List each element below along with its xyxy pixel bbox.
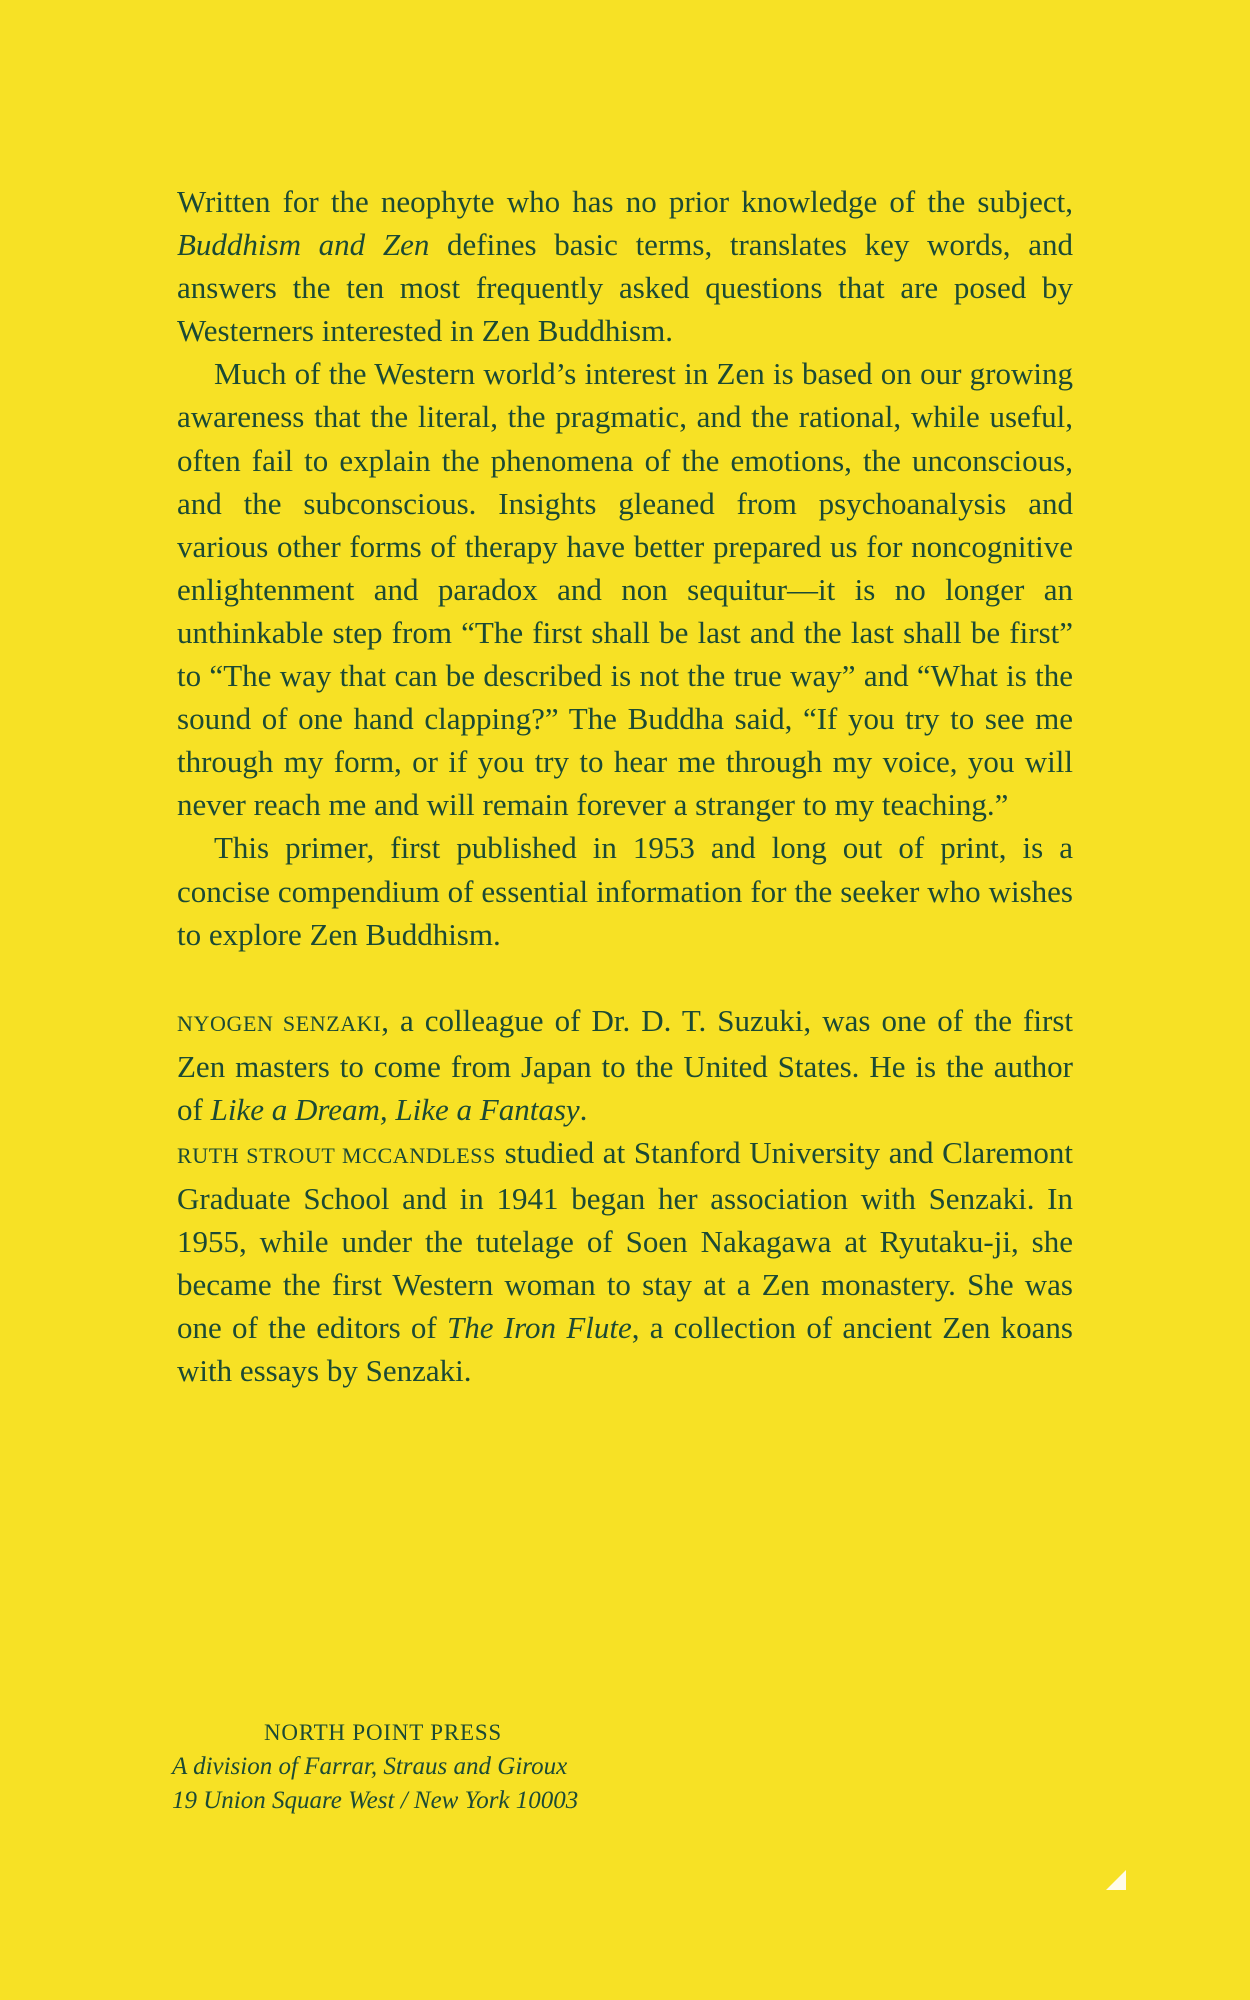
mccandless-bio-text: studied at Stanford University and Claremont Graduate School and in 1941 began her association with Senzaki. In 1955, while under the tutelage of Soen Nakagawa at Ryutaku-ji, she became the first Western woman to stay at a Zen monastery. She was one of the editors of [177,1134,1074,1346]
intro-text-start: Written for the neophyte who has no prior knowledge of the subject, [177,184,1073,219]
corner-mark [1106,1870,1126,1890]
mccandless-book-title: The Iron Flute [447,1310,632,1346]
senzaki-bio-text: , a colleague of Dr. D. T. Suzuki, was one of the first Zen masters to come from Japan to the United States. He is the author of [177,1002,1073,1127]
publisher-address: 19 Union Square West / New York 10003 [172,1787,579,1814]
mccandless-bio [177,1131,1073,1393]
publisher-name: NORTH POINT PRESS [264,1720,503,1745]
senzaki-book-title: Like a Dream, Like a Fantasy [210,1091,580,1127]
senzaki-bio-end: . [579,1091,588,1127]
intro-paragraph [177,180,1073,352]
primer-paragraph: This primer, first published in 1953 and long out of print, is a concise compendium of essential information for the seeker who wishes to explore Zen Buddhism. [177,830,1073,952]
interest-paragraph: Much of the Western world’s interest in Zen is based on our growing awareness that the literal, the pragmatic, and the rational, while useful, often fail to explain the phenomena of the emotions, the unconscious, and the subconscious. Insights gleaned from psychoanalysis and various other forms of therapy have better prepared us for noncognitive enlightenment and paradox and non sequitur—it is no longer an unthinkable step from “The first shall be last and the last shall be first” to “The way that can be described is not the true way” and “What is the sound of one hand clapping?” The Buddha said, “If you try to see me through my form, or if you try to hear me through my voice, you will never reach me and will remain forever a stranger to my teaching.” [177,356,1073,823]
mccandless-bio-end: , a collection of ancient Zen koans with essays by Senzaki. [177,1310,1073,1389]
publisher-division: A division of Farrar, Straus and Giroux [172,1753,568,1780]
jacket-copy [177,180,1073,1393]
publisher-imprint [172,1716,772,1818]
book-title: Buddhism and Zen [177,227,430,263]
senzaki-bio [177,999,1073,1131]
intro-text-end: defines basic terms, translates key words, and answers the ten most frequently asked questions that are posed by Westerners interested in Zen Buddhism. [177,227,1073,349]
senzaki-name: NYOGEN SENZAKI [177,1010,382,1036]
mccandless-name: RUTH STROUT MCCANDLESS [177,1142,496,1168]
